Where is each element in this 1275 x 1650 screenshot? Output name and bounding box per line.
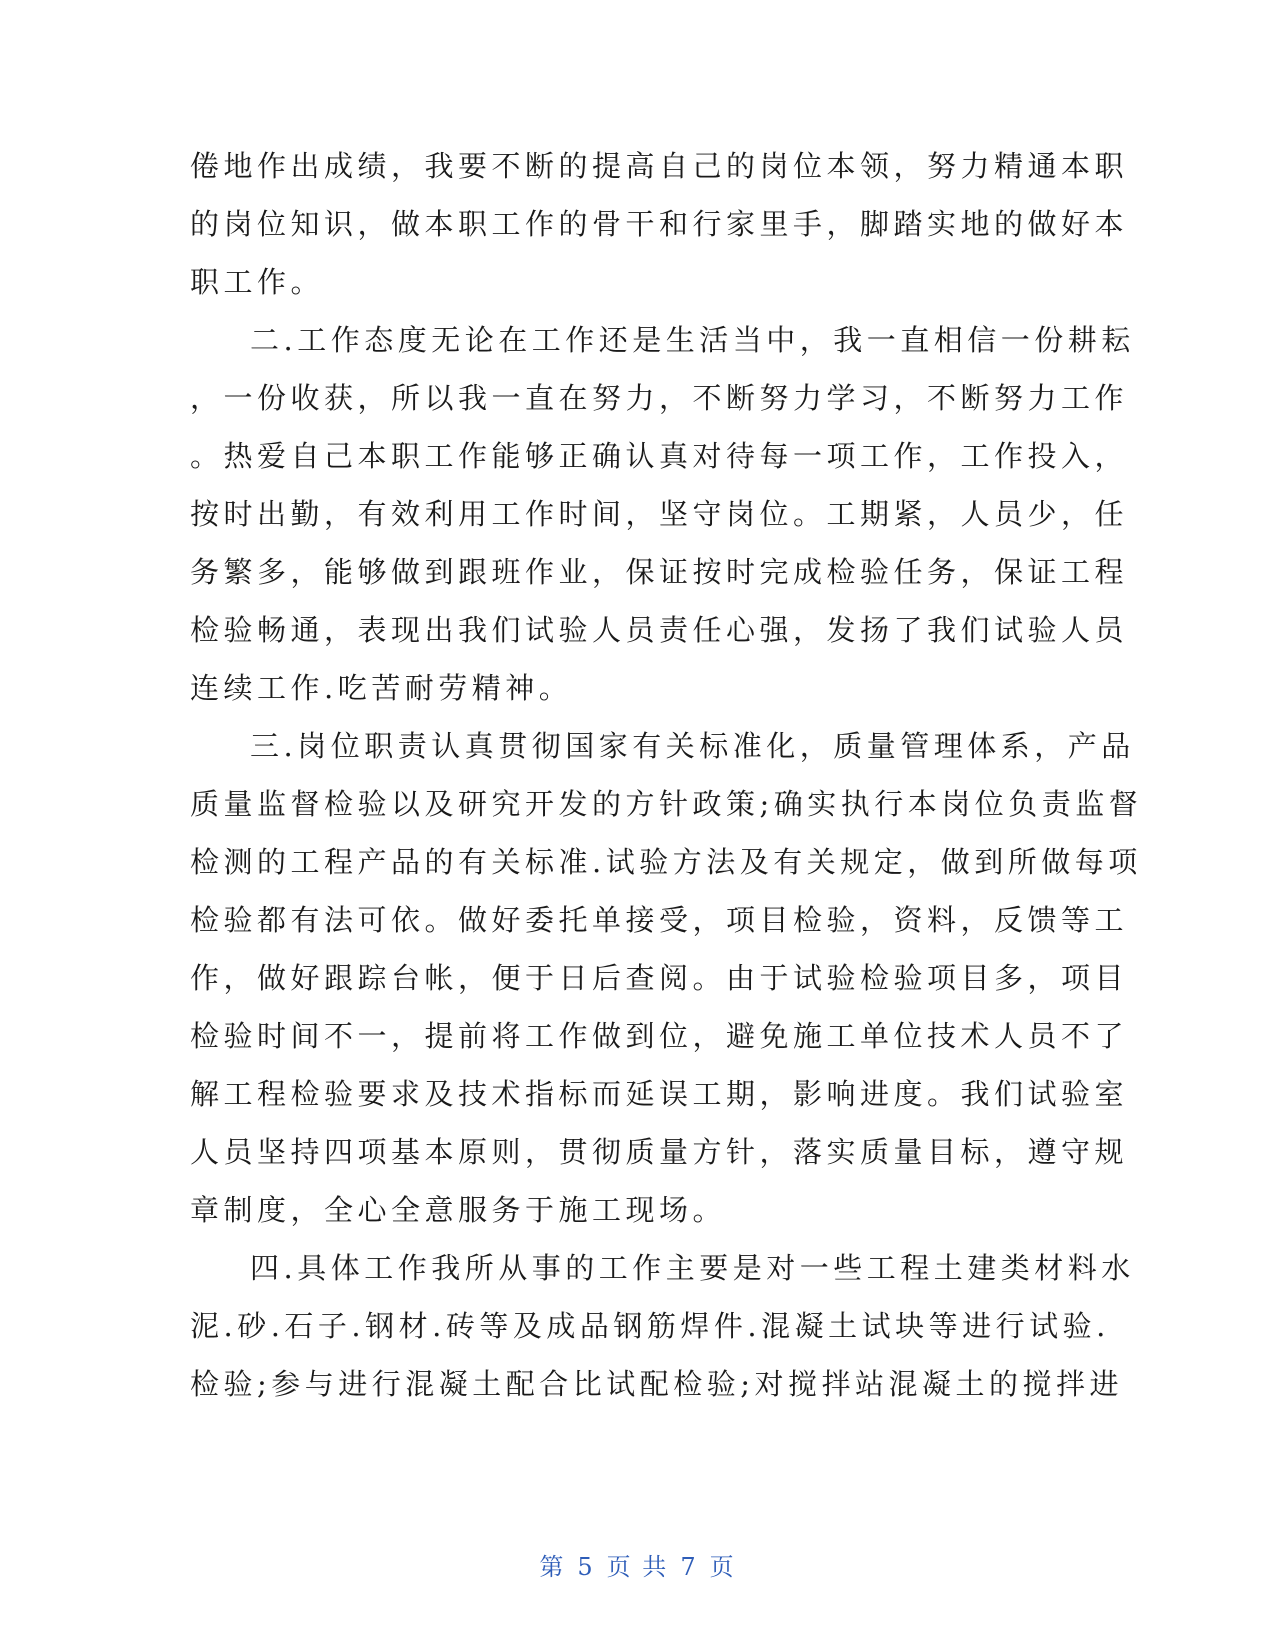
text-line-4: 二.工作态度无论在工作还是生活当中，我一直相信一份耕耘 xyxy=(250,323,1135,357)
page-footer xyxy=(0,1547,1275,1582)
text-line-5: ，一份收获，所以我一直在努力，不断努力学习，不断努力工作 xyxy=(190,381,1129,415)
text-line-3: 职工作。 xyxy=(190,265,325,299)
text-line-7: 按时出勤，有效利用工作时间，坚守岗位。工期紧，人员少，任 xyxy=(190,497,1129,531)
text-line-1: 倦地作出成绩，我要不断的提高自己的岗位本领，努力精通本职 xyxy=(190,149,1129,183)
text-line-12: 质量监督检验以及研究开发的方针政策;确实执行本岗位负责监督 xyxy=(190,787,1143,821)
text-line-6: 。热爱自己本职工作能够正确认真对待每一项工作，工作投入， xyxy=(190,439,1129,473)
text-line-19: 章制度，全心全意服务于施工现场。 xyxy=(190,1193,727,1227)
footer-current-page: 5 xyxy=(577,1553,595,1581)
text-line-17: 解工程检验要求及技术指标而延误工期，影响进度。我们试验室 xyxy=(190,1077,1129,1111)
text-line-9: 检验畅通，表现出我们试验人员责任心强，发扬了我们试验人员 xyxy=(190,613,1129,647)
text-line-21: 泥.砂.石子.钢材.砖等及成品钢筋焊件.混凝土试块等进行试验. xyxy=(190,1309,1110,1343)
text-line-10: 连续工作.吃苦耐劳精神。 xyxy=(190,671,573,705)
text-line-18: 人员坚持四项基本原则，贯彻质量方针，落实质量目标，遵守规 xyxy=(190,1135,1129,1169)
text-line-8: 务繁多，能够做到跟班作业，保证按时完成检验任务，保证工程 xyxy=(190,555,1129,589)
footer-middle: 页 共 xyxy=(606,1553,669,1581)
footer-prefix: 第 xyxy=(539,1553,566,1581)
text-line-22: 检验;参与进行混凝土配合比试配检验;对搅拌站混凝土的搅拌进 xyxy=(190,1367,1124,1401)
footer-total-pages: 7 xyxy=(680,1553,698,1581)
text-line-2: 的岗位知识，做本职工作的骨干和行家里手，脚踏实地的做好本 xyxy=(190,207,1129,241)
text-line-16: 检验时间不一，提前将工作做到位，避免施工单位技术人员不了 xyxy=(190,1019,1129,1053)
footer-suffix: 页 xyxy=(709,1553,736,1581)
text-line-14: 检验都有法可依。做好委托单接受，项目检验，资料，反馈等工 xyxy=(190,903,1129,937)
text-line-13: 检测的工程产品的有关标准.试验方法及有关规定，做到所做每项 xyxy=(190,845,1142,879)
text-line-15: 作，做好跟踪台帐，便于日后查阅。由于试验检验项目多，项目 xyxy=(190,961,1129,995)
text-line-11: 三.岗位职责认真贯彻国家有关标准化，质量管理体系，产品 xyxy=(250,729,1135,763)
text-line-20: 四.具体工作我所从事的工作主要是对一些工程土建类材料水 xyxy=(250,1251,1135,1285)
